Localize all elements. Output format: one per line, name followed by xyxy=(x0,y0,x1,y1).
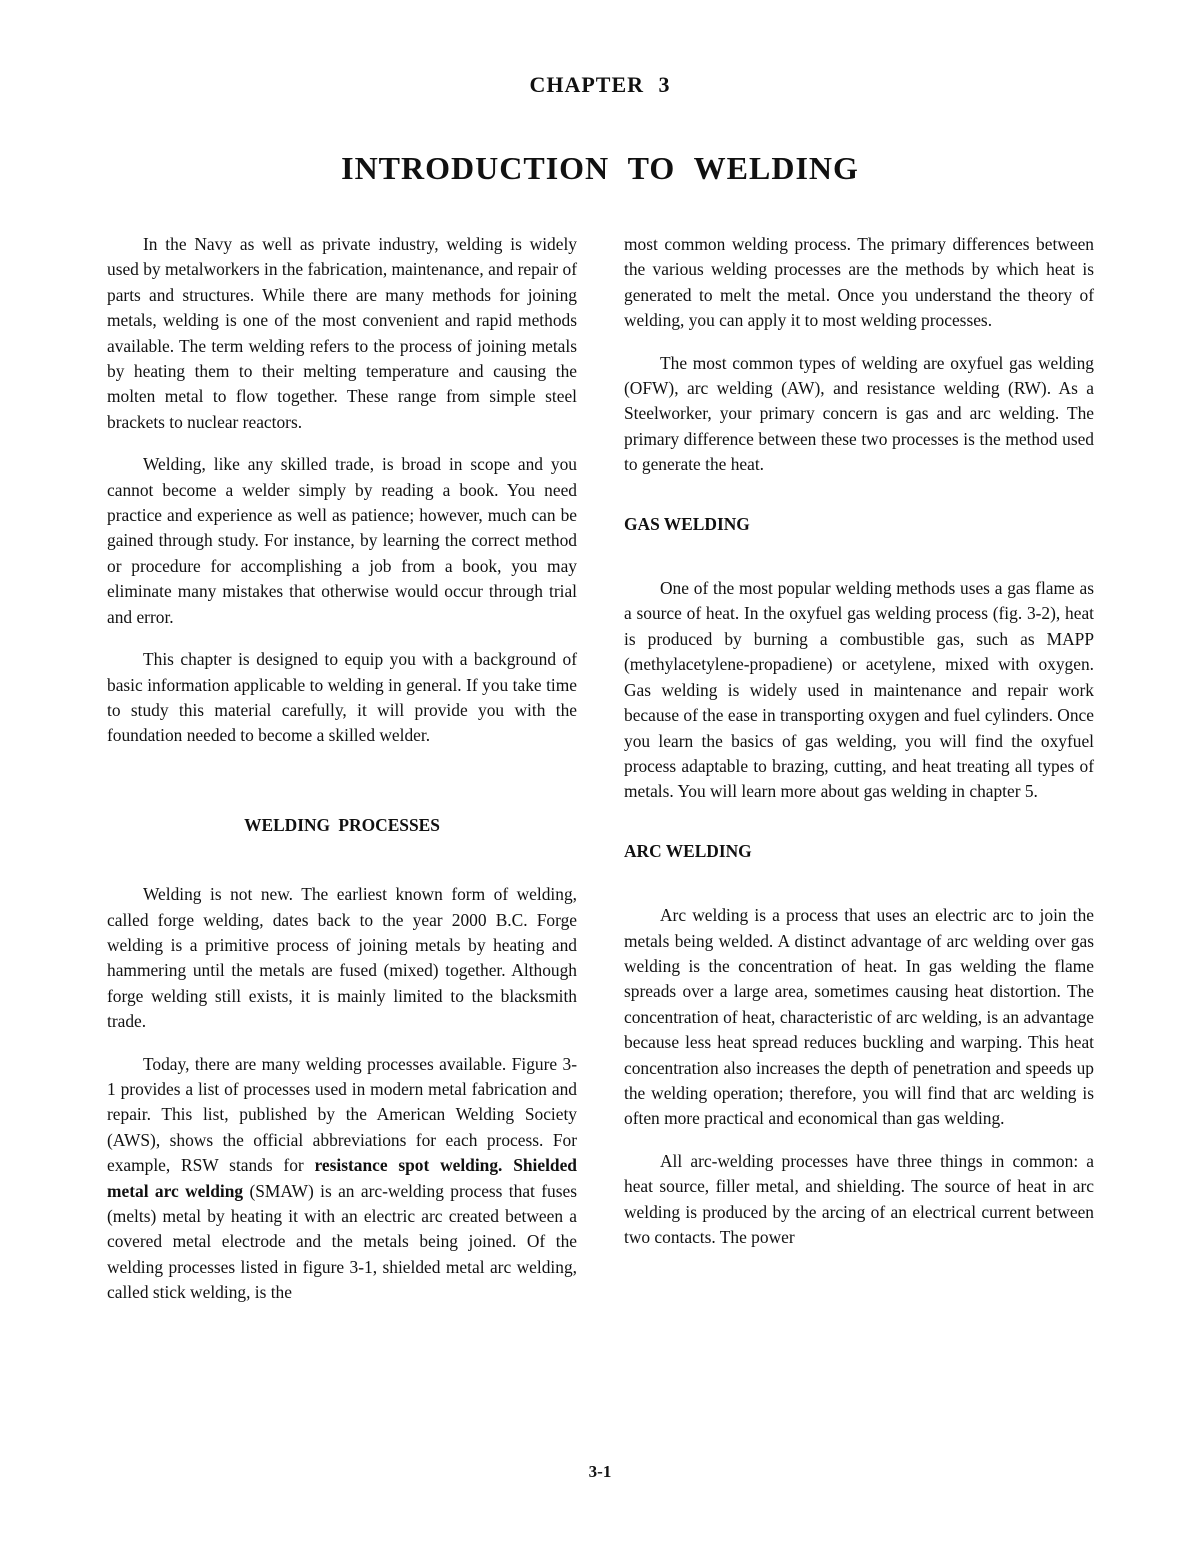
page-number: 3-1 xyxy=(588,1462,612,1481)
bold-term-rsw: resistance spot welding. xyxy=(314,1155,503,1176)
bold-term-smaw: Shielded metal arc welding xyxy=(107,1155,577,1201)
section-heading-welding-processes: WELDING PROCESSES xyxy=(244,814,440,835)
chapter-label: CHAPTER 3 xyxy=(529,72,671,97)
paragraph-arc-welding: Arc welding is a process that uses an electric arc to join the metals being welded. A distinct advantage of arc welding over gas welding is the concentration of heat. In gas welding the flame spreads over a large area, sometimes causing heat distortion. The concentration of heat, characteristic of arc welding, is an advantage because less heat spread reduces buckling and warping. This heat concentration also increases the depth of penetration and speeds up the welding operation; therefore, you will find that arc welding is often more practical and economical than gas welding. xyxy=(624,905,1094,1129)
right-column xyxy=(624,232,1094,1267)
paragraph-processes-list xyxy=(107,1052,577,1306)
paragraph-forge-welding: Welding is not new. The earliest known form of welding, called forge welding, dates back to the year 2000 B.C. Forge welding is a primitive process of joining metals by heating and hammering until the metals are fused (mixed) together. Although forge welding still exists, it is mainly limited to the blacksmith trade. xyxy=(107,884,577,1032)
chapter-title: INTRODUCTION TO WELDING xyxy=(341,150,859,186)
paragraph-continued: most common welding process. The primary differences between the various welding processes are the methods by which heat is generated to melt the metal. Once you understand the theory of welding, you can apply it to most welding processes. xyxy=(624,234,1094,331)
section-heading-gas-welding: GAS WELDING xyxy=(624,513,750,534)
paragraph-gas-welding: One of the most popular welding methods uses a gas flame as a source of heat. In the oxyfuel gas welding process (fig. 3-2), heat is produced by burning a combustible gas, such as MAPP (methylacetylene-propadiene) or acetylene, mixed with oxygen. Gas welding is widely used in maintenance and repair work because of the ease in transporting oxygen and fuel cylinders. Once you learn the basics of gas welding, you will find the oxyfuel process adaptable to brazing, cutting, and heat treating all types of metals. You will learn more about gas welding in chapter 5. xyxy=(624,578,1094,802)
paragraph-arc-common: All arc-welding processes have three things in common: a heat source, filler metal, and shielding. The source of heat in arc welding is produced by the arcing of an electrical current between two contacts. The power xyxy=(624,1150,1094,1247)
paragraph-chapter-purpose: This chapter is designed to equip you with a background of basic information applicable to welding in general. If you take time to study this material carefully, it will provide you with the foundation needed to become a skilled welder. xyxy=(107,649,577,746)
left-column xyxy=(107,232,577,1323)
paragraph-skilled-trade: Welding, like any skilled trade, is broad in scope and you cannot become a welder simply by reading a book. You need practice and experience as well as patience; however, much can be gained through study. For instance, by learning the correct method or procedure for accomplishing a job from a book, you may eliminate many mistakes that otherwise would occur through trial and error. xyxy=(107,454,577,627)
paragraph-text xyxy=(502,1155,513,1175)
section-heading-arc-welding: ARC WELDING xyxy=(624,840,752,861)
paragraph-text: Today, there are many welding processes available. Figure 3-1 provides a list of processes used in modern metal fabrication and repair. This list, published by the American Welding Society (AWS), shows the official abbreviations for each process. For example, RSW stands for xyxy=(107,1053,577,1176)
paragraph-common-types: The most common types of welding are oxyfuel gas welding (OFW), arc welding (AW), and resistance welding (RW). As a Steelworker, your primary concern is gas and arc welding. The primary difference between these two processes is the method used to generate the heat. xyxy=(624,352,1094,475)
paragraph-text: (SMAW) is an arc-welding process that fuses (melts) metal by heating it with an electric arc created between a covered metal electrode and the metals being joined. Of the welding processes listed in figure 3-1, shielded metal arc welding, called stick welding, is the xyxy=(107,1180,578,1303)
paragraph-intro: In the Navy as well as private industry, welding is widely used by metalworkers in the fabrication, maintenance, and repair of parts and structures. While there are many methods for joining metals, welding is one of the most convenient and rapid methods available. The term welding refers to the process of joining metals by heating them to their melting temperature and causing the molten metal to flow together. These range from simple steel brackets to nuclear reactors. xyxy=(107,234,577,432)
